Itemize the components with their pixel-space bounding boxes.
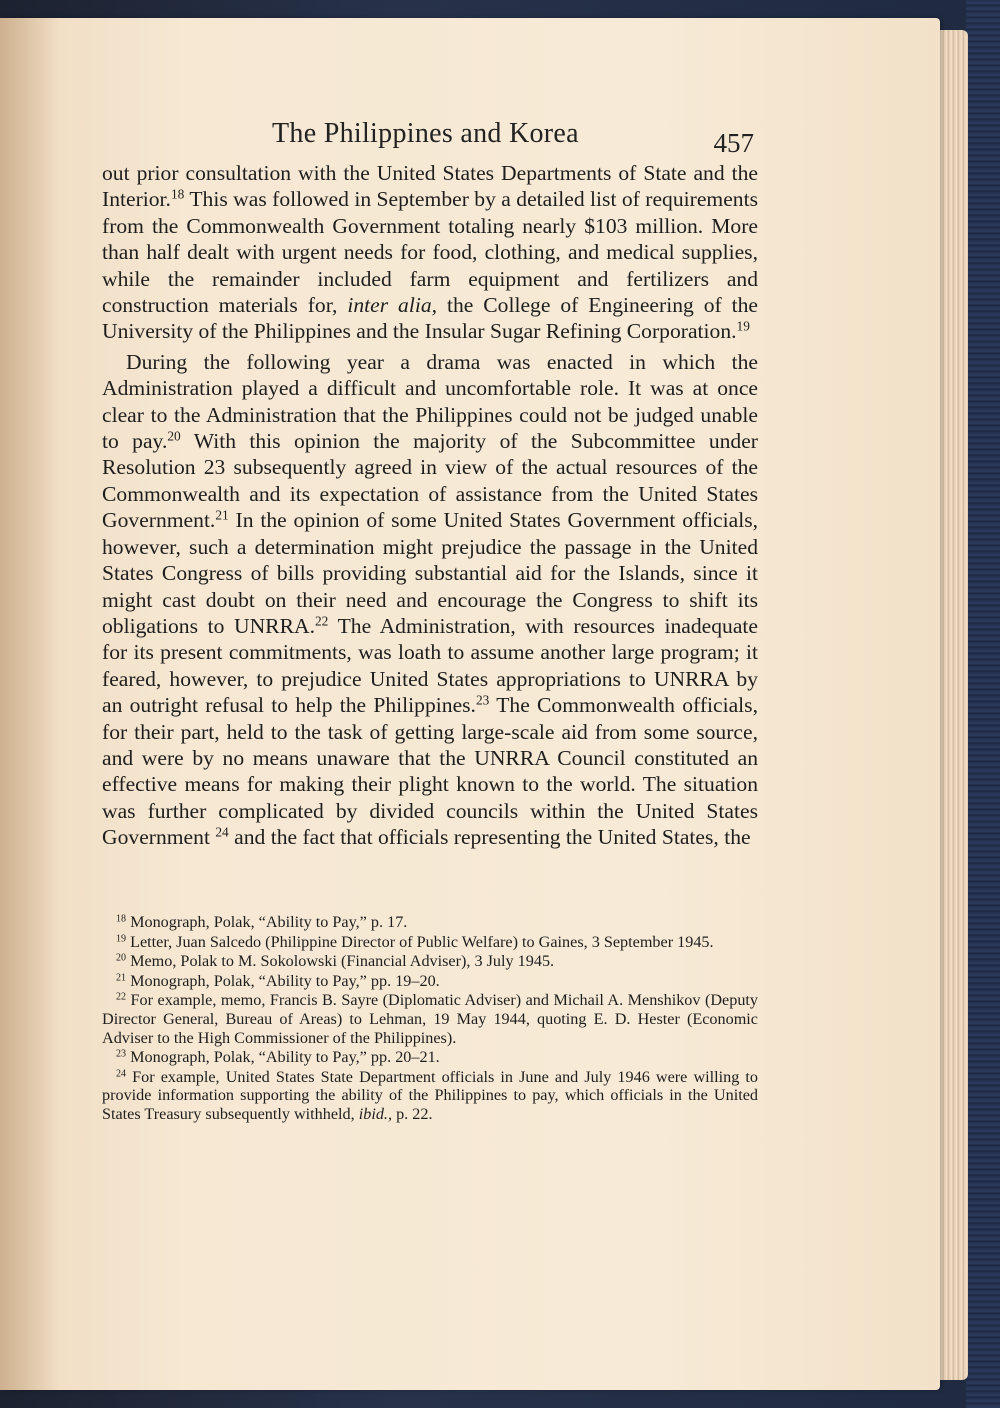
- footnote: [102, 913, 758, 932]
- footnote-ref: 18: [170, 187, 185, 203]
- footnote-ref: 22: [314, 613, 329, 629]
- text-run: Memo, Polak to M. Sokolowski (Financial Adviser), 3 July 1945.: [130, 952, 555, 971]
- footnotes: [102, 913, 758, 1125]
- italic-text: inter alia,: [347, 293, 438, 318]
- footnote-number: 21: [116, 972, 127, 984]
- text-run: and the fact that officials representing the United States, the: [228, 825, 751, 850]
- text-run: p. 22.: [392, 1104, 433, 1123]
- text-run: For example, United States State Department officials in June and July 1946 were willing to provide information supporting the ability of the Philippines to pay, which officials in the United States Treasury subsequently withheld,: [102, 1067, 759, 1123]
- page-number: 457: [713, 128, 754, 158]
- footnote: [102, 1068, 758, 1124]
- footnote-ref: 21: [215, 507, 229, 523]
- text-run: In the opinion of some United States Government officials, however, such a determination might prejudice the passage in the United States Congress of bills providing substantial aid for the Islands, since it might cast doubt on their need and encourage the Congress to shift its obligations to UNRRA.: [102, 508, 758, 638]
- text-run: During the following year a drama was enacted in which the Administration played a difficult and uncomfortable role. It was at once clear to the Administration that the Philippines could not be judged unable to pay.: [102, 349, 758, 454]
- paragraph: [102, 160, 758, 345]
- text-run: For example, memo, Francis B. Sayre (Diplomatic Adviser) and Michail A. Menshikov (Deputy Director General, Bureau of Areas) to Lehman, 19 May 1944, quoting E. D. Hester (Economic Adviser to the High Commissioner of the Philippines).: [102, 991, 759, 1047]
- footnote-ref: 24: [215, 824, 229, 840]
- text-run: The Administration, with resources inadequate for its present commitments, was loath to assume another large program; it feared, however, to prejudice United States appropriations to UNRRA by an outright refusal to help the Philippines.: [102, 613, 758, 718]
- paragraph: [102, 349, 758, 851]
- text-run: Monograph, Polak, “Ability to Pay,” pp. 20–21.: [130, 1048, 440, 1067]
- text-run: Monograph, Polak, “Ability to Pay,” pp. 19–20.: [130, 971, 440, 990]
- book-cover-edge: [966, 0, 1000, 1408]
- footnote: [102, 991, 758, 1047]
- footnote-number: 23: [116, 1048, 127, 1060]
- footnote-number: 20: [116, 952, 127, 964]
- footnote-ref: 20: [167, 428, 181, 444]
- text-run: the College of Engineering of the University of the Philippines and the Insular Sugar Refining Corporation.: [102, 293, 758, 344]
- footnote-number: 19: [116, 933, 127, 945]
- text-run: out prior consultation with the United States Departments of State and the Interior.: [102, 161, 758, 212]
- footnote-ref: 23: [475, 692, 490, 708]
- footnote: [102, 1048, 758, 1067]
- text-run: The Commonwealth officials, for their part, held to the task of getting large-scale aid from some source, and were by no means unaware that the UNRRA Council constituted an effective means for making their plight known to the world. The situation was further complicated by divided councils within the United States Government: [102, 693, 758, 850]
- footnote: [102, 972, 758, 991]
- text-run: Monograph, Polak, “Ability to Pay,” p. 17.: [130, 913, 408, 931]
- text-run: With this opinion the majority of the Subcommittee under Resolution 23 subsequently agreed in view of the actual resources of the Commonwealth and its expectation of assistance from the United States Government.: [102, 429, 758, 533]
- footnote-number: 22: [116, 991, 127, 1003]
- footnote-number: 18: [116, 913, 127, 925]
- footnote-number: 24: [116, 1068, 127, 1080]
- footnote: [102, 933, 758, 952]
- running-head: The Philippines and Korea: [272, 118, 579, 149]
- footnote-ref: 19: [736, 319, 750, 335]
- italic-text: ibid.,: [358, 1104, 393, 1123]
- page-header: [100, 118, 760, 158]
- body-text: [102, 160, 758, 851]
- page-gutter: [0, 18, 60, 1390]
- text-run: Letter, Juan Salcedo (Philippine Director of Public Welfare) to Gaines, 3 September 1945.: [130, 932, 714, 951]
- text-run: This was followed in September by a detailed list of requirements from the Commonwealth Government totaling nearly $103 million. More than half dealt with urgent needs for food, clothing, and medical supplies, while the remainder included farm equipment and fertilizers and construction materials for,: [102, 187, 758, 318]
- footnote: [102, 952, 758, 971]
